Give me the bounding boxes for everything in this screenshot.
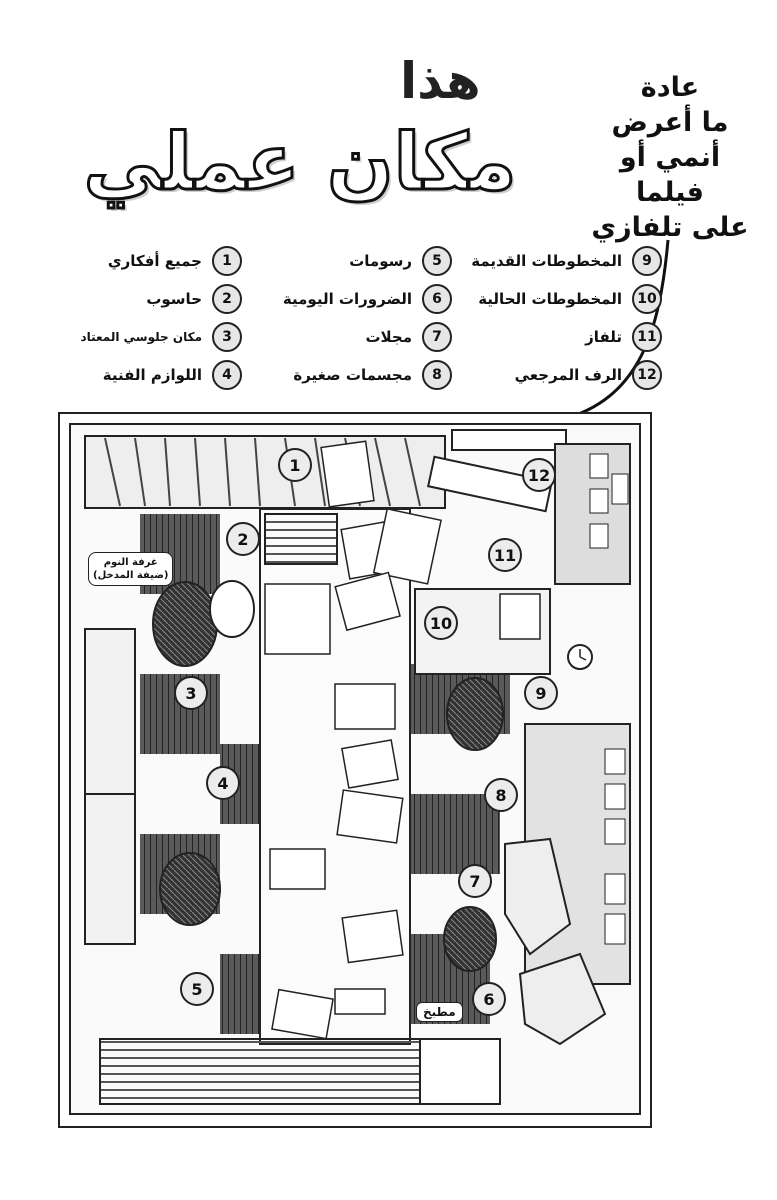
legend-label: تلفاز	[585, 328, 622, 346]
legend-item-4	[92, 356, 242, 394]
legend-label: جميع أفكاري	[107, 252, 202, 270]
legend-number: 12	[632, 360, 662, 390]
legend-item-1	[92, 242, 242, 280]
legend-number: 10	[632, 284, 662, 314]
bedroom-label-line-2: (ضيفة المدخل)	[93, 570, 169, 581]
callout-11: 11	[488, 538, 522, 572]
legend-label: رسومات	[349, 252, 412, 270]
bedroom-label	[88, 552, 173, 586]
page-title: مكان عملي	[83, 118, 517, 208]
callout-7: 7	[458, 864, 492, 898]
callout-4: 4	[206, 766, 240, 800]
room-illustration	[60, 414, 650, 1126]
legend-column-1	[80, 242, 242, 394]
callout-12: 12	[522, 458, 556, 492]
legend-label: المخطوطات الحالية	[478, 290, 622, 308]
legend-item-2	[92, 280, 242, 318]
legend-item-5	[282, 242, 452, 280]
legend-number: 2	[212, 284, 242, 314]
legend-item-7	[282, 318, 452, 356]
legend-number: 9	[632, 246, 662, 276]
legend-label: المخطوطات القديمة	[471, 252, 622, 270]
callout-6: 6	[472, 982, 506, 1016]
legend-number: 5	[422, 246, 452, 276]
legend-number: 4	[212, 360, 242, 390]
room-floor-plan	[58, 412, 652, 1128]
callout-9: 9	[524, 676, 558, 710]
callout-2: 2	[226, 522, 260, 556]
legend-item-11	[462, 318, 662, 356]
legend-number: 1	[212, 246, 242, 276]
kitchen-label: مطبخ	[416, 1002, 463, 1022]
legend-label: اللوازم الفنية	[102, 366, 202, 384]
tv-note-line: على تلفازي	[591, 212, 749, 243]
tv-note-line: ما أعرض	[611, 107, 729, 138]
legend-item-9	[462, 242, 662, 280]
legend-item-6	[282, 280, 452, 318]
legend-number: 8	[422, 360, 452, 390]
tv-pointer-line	[0, 0, 777, 470]
legend-column-2	[282, 242, 452, 394]
tv-note-line: عادة	[640, 72, 700, 103]
legend-item-10	[462, 280, 662, 318]
legend-label: الضرورات اليومية	[282, 290, 412, 308]
tv-note-line: أنمي أو فيلما	[619, 142, 721, 208]
callout-5: 5	[180, 972, 214, 1006]
callout-8: 8	[484, 778, 518, 812]
legend-item-3	[80, 318, 242, 356]
legend-label: مجسمات صغيرة	[293, 366, 412, 384]
legend-item-12	[462, 356, 662, 394]
legend-number: 3	[212, 322, 242, 352]
legend-number: 11	[632, 322, 662, 352]
legend-number: 7	[422, 322, 452, 352]
callout-1: 1	[278, 448, 312, 482]
legend-label: حاسوب	[146, 290, 202, 308]
title-line-1: هذا	[400, 52, 481, 110]
legend-label: مكان جلوسي المعتاد	[80, 330, 202, 344]
legend-label: مجلات	[365, 328, 412, 346]
callout-10: 10	[424, 606, 458, 640]
legend-number: 6	[422, 284, 452, 314]
legend-label: الرف المرجعي	[514, 366, 622, 384]
legend-item-8	[282, 356, 452, 394]
bedroom-label-line-1: غرفة النوم	[103, 557, 158, 568]
callout-3: 3	[174, 676, 208, 710]
legend-column-3	[462, 242, 662, 394]
